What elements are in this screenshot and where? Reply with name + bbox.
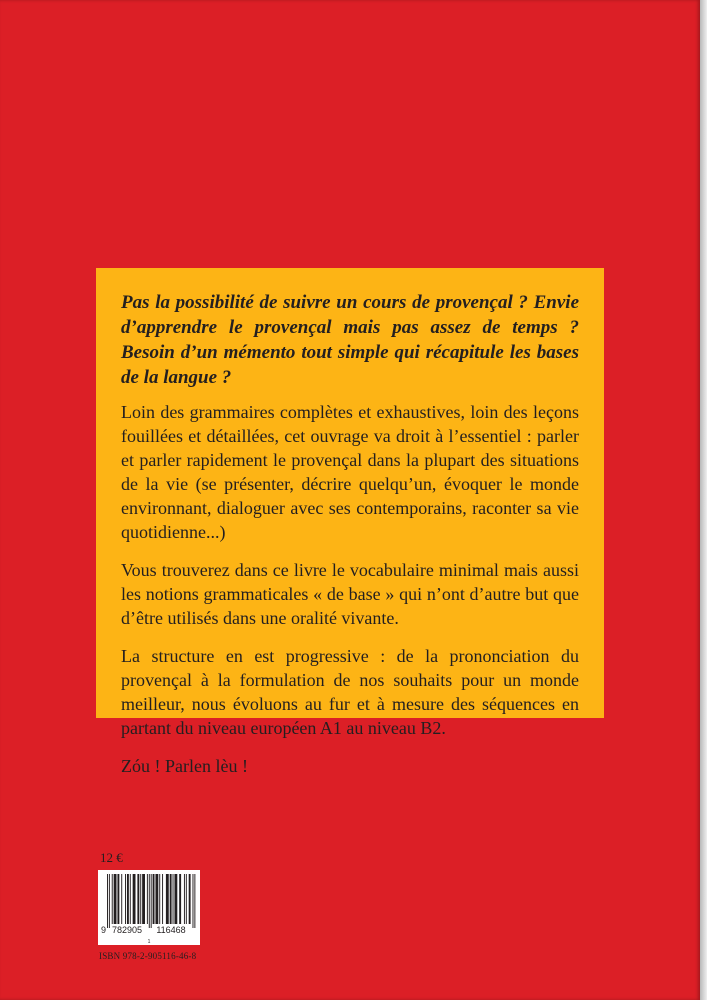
barcode-bar — [125, 874, 126, 924]
page-edge — [700, 0, 707, 1000]
barcode-bar — [189, 874, 191, 924]
barcode-bars — [107, 874, 195, 928]
barcode-bar — [140, 874, 141, 924]
price-label: 12 € — [100, 850, 123, 865]
barcode-bar — [151, 874, 152, 928]
barcode-bar — [153, 874, 155, 924]
barcode-bar — [155, 874, 158, 924]
barcode-bar — [114, 874, 117, 924]
barcode-bar — [142, 874, 145, 924]
blurb-lead: Pas la possibilité de suivre un cours de provençal ? Envie d’apprendre le provençal mais pas assez de temps ? Besoin d’un mémento tout simple qui récapitule les bases de la langue ? — [121, 292, 579, 388]
barcode-bar — [130, 874, 131, 924]
blurb-paragraph-1: Loin des grammaires complètes et exhaustives, loin des leçons fouillées et détaillées, cet ouvrage va droit à l’essentiel : parler et parler rapidement le provençal dans la plupart des situations de la vie (se présenter, décrire quelqu’un, évoquer le monde environnant, dialoguer avec ses contemporains, raconter sa vie quotidienne...) — [121, 402, 579, 542]
barcode-bar — [162, 874, 163, 924]
barcode-bar — [149, 874, 150, 928]
barcode-bar — [121, 874, 122, 924]
barcode-bar — [147, 874, 148, 924]
barcode-bar — [194, 874, 195, 928]
barcode-bar — [133, 874, 136, 924]
barcode-bar — [112, 874, 113, 924]
barcode — [98, 870, 200, 945]
barcode-bar — [107, 874, 108, 928]
barcode-bar — [109, 874, 110, 928]
barcode-first-digit: 9 — [101, 925, 107, 935]
blurb-paragraph-2: Vous trouverez dans ce livre le vocabulaire minimal mais aussi les notions grammaticales « de base » qui n’ont d’autre but que d’être utilisés dans une oralité vivante. — [121, 560, 579, 628]
barcode-bar — [173, 874, 174, 924]
barcode-right-digits: 116468 — [156, 925, 186, 935]
barcode-bar — [193, 874, 194, 928]
barcode-bar — [127, 874, 129, 924]
barcode-bar — [117, 874, 119, 924]
barcode-bar — [186, 874, 187, 924]
barcode-graphic — [98, 870, 200, 945]
blurb-box — [96, 268, 604, 776]
blurb-closing: Zóu ! Parlen lèu ! — [121, 756, 248, 776]
barcode-bar — [159, 874, 160, 924]
barcode-small-mark: 1 — [147, 939, 151, 945]
barcode-bar — [184, 874, 185, 924]
barcode-bar — [137, 874, 139, 924]
barcode-bar — [179, 874, 181, 924]
isbn-label: ISBN 978-2-905116-46-8 — [99, 951, 197, 961]
barcode-bar — [174, 874, 177, 924]
blurb-paragraph-3: La structure en est progressive : de la prononciation du provençal à la formulation de nos souhaits pour un monde meilleur, nous évoluons au fur et à mesure des séquences en partant du niveau européen A1 au niveau B2. — [121, 646, 579, 738]
barcode-bar — [166, 874, 169, 924]
barcode-bar — [170, 874, 172, 924]
barcode-left-digits: 782905 — [111, 925, 143, 935]
